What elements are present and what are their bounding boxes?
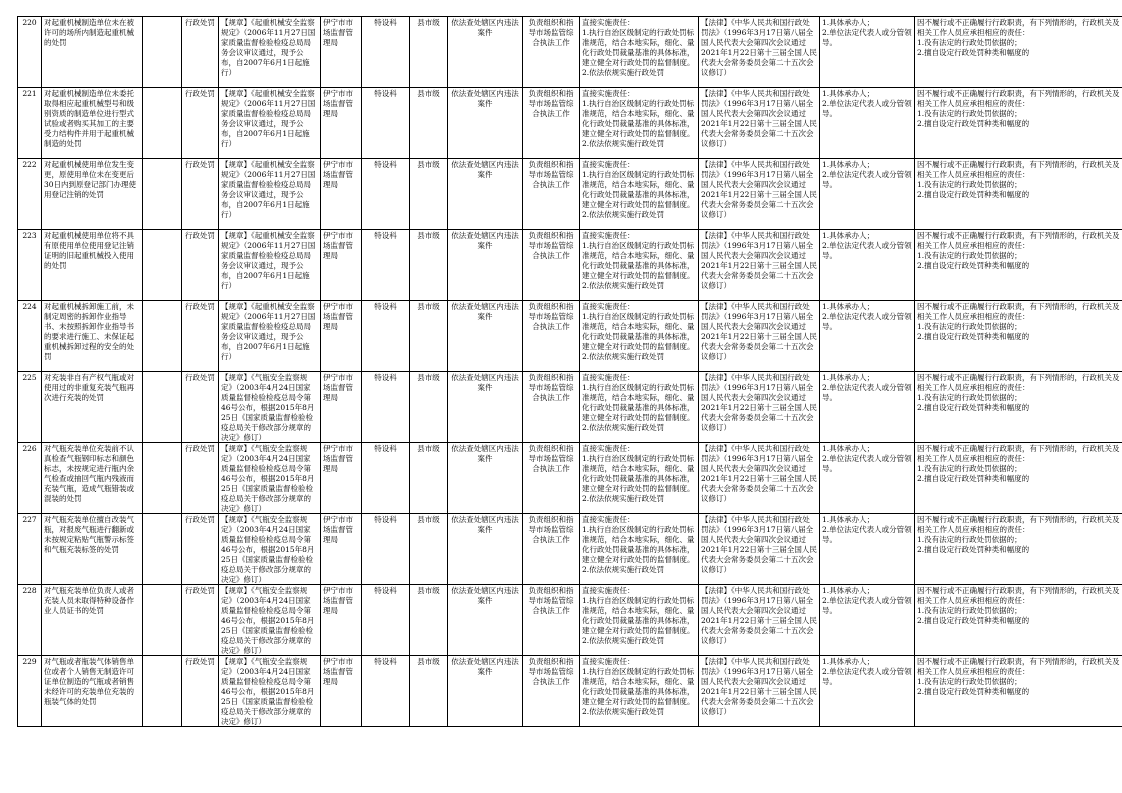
unit-cell [362,88,410,159]
accountable-person-cell [820,159,915,230]
unit-cell-text: 特设科 [374,159,397,169]
unit-cell [362,17,410,88]
subject-cell-text: 依法查处辖区内违法案件 [451,301,519,321]
unit-cell-text: 特设科 [374,230,397,240]
legal-basis-cell [219,17,321,88]
duty-cell-text: 负责组织和指导市场监管综合执法工作 [528,88,574,118]
item-type-cell-text: 行政处罚 [185,514,215,524]
duty-cell [523,88,580,159]
responsibility-cell-text: 直接实施责任： 1.执行自治区级制定的行政处罚标准规范，结合本地实际，细化、量化行政处罚裁量基准的具体标准，建立健全对行政处罚的监督制度。 2.依法依规实施行政处罚 [582,18,695,77]
table-body [18,17,1122,727]
level-cell-text: 县市级 [417,301,440,311]
responsibility-cell [580,656,699,727]
subject-cell [448,372,523,443]
subject-cell [448,301,523,372]
table-row [18,443,1122,514]
law-basis-cell-text: 【法律】《中华人民共和国行政处罚法》（1996年3月17日第八届全国人民代表大会第四次会议通过 2021年1月22日第十三届全国人民代表大会常务委员会第二十五次会议修订） [701,18,817,77]
row-number [18,159,42,230]
blank-cell [143,159,182,230]
legal-basis-cell-text: 【规章】《气瓶安全监察规定》（2003年4月24日国家质量监督检验检疫总局令第46号公布，根据2015年8月25日《国家质量监督检验检疫总局关于修改部分规章的决定》修订） [221,515,315,584]
item-type-cell [182,514,219,585]
accountable-person-cell-text: 1.具体承办人； 2.单位法定代表人或分管领导。 [822,514,912,544]
accountable-person-cell-text: 1.具体承办人； 2.单位法定代表人或分管领导。 [822,88,912,118]
table-row [18,514,1122,585]
level-cell-text: 县市级 [417,443,440,453]
subject-cell [448,88,523,159]
subject-cell [448,159,523,230]
dereliction-cell-text: 因不履行或不正确履行行政职责，有下列情形的，行政机关及相关工作人员应承担相应的责任： 1.没有法定的行政处罚依据的； 2.擅自设定行政处罚种类和幅度的 [917,373,1120,412]
department-cell [321,159,362,230]
accountable-person-cell-text: 1.具体承办人； 2.单位法定代表人或分管领导。 [822,230,912,260]
dereliction-cell [915,585,1122,656]
blank-cell [143,17,182,88]
department-cell-text: 伊宁市市场监督管理局 [323,230,353,260]
legal-basis-cell [219,88,321,159]
row-number-text: 224 [22,301,37,311]
item-name-cell [42,372,143,443]
dereliction-cell-text: 因不履行或不正确履行行政职责，有下列情形的，行政机关及相关工作人员应承担相应的责任： 1.没有法定的行政处罚依据的； 2.擅自设定行政处罚种类和幅度的 [917,89,1120,128]
department-cell-text: 伊宁市市场监督管理局 [323,443,353,473]
item-type-cell [182,656,219,727]
item-name-cell [42,159,143,230]
accountable-person-cell [820,656,915,727]
row-number [18,372,42,443]
legal-basis-cell-text: 【规章】《起重机械安全监察规定》（2006年11月27日国家质量监督检验检疫总局局务会议审议通过，现予公布，自2007年6月1日起施行） [221,89,316,148]
subject-cell-text: 依法查处辖区内违法案件 [451,17,519,37]
subject-cell-text: 依法查处辖区内违法案件 [451,372,519,392]
item-type-cell [182,301,219,372]
legal-basis-cell [219,443,321,514]
law-basis-cell-text: 【法律】《中华人民共和国行政处罚法》（1996年3月17日第八届全国人民代表大会第四次会议通过 2021年1月22日第十三届全国人民代表大会常务委员会第二十五次会议修订） [701,444,817,503]
blank-cell [143,514,182,585]
item-name-cell [42,585,143,656]
law-basis-cell-text: 【法律】《中华人民共和国行政处罚法》（1996年3月17日第八届全国人民代表大会第四次会议通过 2021年1月22日第十三届全国人民代表大会常务委员会第二十五次会议修订） [701,586,817,645]
responsibility-cell [580,372,699,443]
law-basis-cell [699,17,820,88]
duty-cell-text: 负责组织和指导市场监管综合执法工作 [528,230,574,260]
department-cell [321,585,362,656]
department-cell-text: 伊宁市市场监督管理局 [323,372,353,402]
subject-cell-text: 依法查处辖区内违法案件 [451,159,519,179]
item-type-cell [182,443,219,514]
row-number [18,230,42,301]
blank-cell [143,656,182,727]
row-number [18,88,42,159]
item-name-cell-text: 对起重机械制造单位未在被许可的场所内制造起重机械的处罚 [44,17,134,47]
unit-cell-text: 特设科 [374,585,397,595]
row-number [18,656,42,727]
responsibility-cell-text: 直接实施责任： 1.执行自治区级制定的行政处罚标准规范，结合本地实际，细化、量化行政处罚裁量基准的具体标准，建立健全对行政处罚的监督制度。 2.依法依规实施行政处罚 [582,231,695,290]
duty-cell-text: 负责组织和指导市场监管综合执法工作 [528,17,574,47]
responsibility-cell [580,17,699,88]
subject-cell [448,230,523,301]
row-number [18,301,42,372]
dereliction-cell-text: 因不履行或不正确履行行政职责，有下列情形的，行政机关及相关工作人员应承担相应的责任： 1.没有法定的行政处罚依据的； 2.擅自设定行政处罚种类和幅度的 [917,160,1120,199]
item-name-cell-text: 对充装非自有产权气瓶或对使用过的非重复充装气瓶再次进行充装的处罚 [44,372,134,402]
accountable-person-cell-text: 1.具体承办人； 2.单位法定代表人或分管领导。 [822,301,912,331]
duty-cell-text: 负责组织和指导市场监管综合执法工作 [528,514,574,544]
law-basis-cell-text: 【法律】《中华人民共和国行政处罚法》（1996年3月17日第八届全国人民代表大会第四次会议通过 2021年1月22日第十三届全国人民代表大会常务委员会第二十五次会议修订） [701,657,817,716]
row-number-text: 220 [22,17,37,27]
law-basis-cell [699,585,820,656]
item-type-cell [182,372,219,443]
department-cell-text: 伊宁市市场监督管理局 [323,301,353,331]
duty-cell-text: 负责组织和指导市场监管综合执法工作 [528,585,574,615]
accountable-person-cell [820,372,915,443]
table-row [18,372,1122,443]
item-name-cell [42,230,143,301]
duty-cell-text: 负责组织和指导市场监管综合执法工作 [528,301,574,331]
table-row [18,88,1122,159]
item-type-cell-text: 行政处罚 [185,585,215,595]
unit-cell [362,443,410,514]
level-cell-text: 县市级 [417,656,440,666]
department-cell-text: 伊宁市市场监督管理局 [323,514,353,544]
item-type-cell [182,17,219,88]
legal-basis-cell [219,230,321,301]
item-name-cell-text: 对起重机械使用单位将不具有原使用单位使用登记注销证明的旧起重机械投入使用的处罚 [44,230,134,270]
level-cell-text: 县市级 [417,159,440,169]
row-number [18,17,42,88]
dereliction-cell-text: 因不履行或不正确履行行政职责，有下列情形的，行政机关及相关工作人员应承担相应的责任： 1.没有法定的行政处罚依据的； 2.擅自设定行政处罚种类和幅度的 [917,515,1120,554]
subject-cell-text: 依法查处辖区内违法案件 [451,88,519,108]
item-name-cell-text: 对气瓶充装单位擅自改装气瓶，对报废气瓶进行翻新或未按规定粘贴气瓶警示标签和气瓶充装标签的处罚 [44,514,134,554]
accountable-person-cell [820,585,915,656]
item-type-cell-text: 行政处罚 [185,159,215,169]
power-list-table [17,16,1122,727]
level-cell [410,17,448,88]
responsibility-cell [580,230,699,301]
duty-cell [523,443,580,514]
row-number-text: 226 [22,443,37,453]
duty-cell [523,372,580,443]
law-basis-cell [699,372,820,443]
item-name-cell [42,88,143,159]
blank-cell [143,230,182,301]
item-type-cell-text: 行政处罚 [185,443,215,453]
legal-basis-cell-text: 【规章】《气瓶安全监察规定》（2003年4月24日国家质量监督检验检疫总局令第46号公布，根据2015年8月25日《国家质量监督检验检疫总局关于修改部分规章的决定》修订） [221,657,315,726]
subject-cell-text: 依法查处辖区内违法案件 [451,656,519,676]
department-cell [321,88,362,159]
department-cell [321,656,362,727]
law-basis-cell-text: 【法律】《中华人民共和国行政处罚法》（1996年3月17日第八届全国人民代表大会第四次会议通过 2021年1月22日第十三届全国人民代表大会常务委员会第二十五次会议修订） [701,373,817,432]
department-cell-text: 伊宁市市场监督管理局 [323,585,353,615]
law-basis-cell [699,443,820,514]
table-row [18,301,1122,372]
legal-basis-cell-text: 【规章】《气瓶安全监察规定》（2003年4月24日国家质量监督检验检疫总局令第46号公布，根据2015年8月25日《国家质量监督检验检疫总局关于修改部分规章的决定》修订） [221,586,315,655]
item-type-cell-text: 行政处罚 [185,88,215,98]
table-row [18,17,1122,88]
level-cell [410,372,448,443]
item-type-cell [182,230,219,301]
item-type-cell-text: 行政处罚 [185,656,215,666]
row-number-text: 228 [22,585,37,595]
legal-basis-cell-text: 【规章】《起重机械安全监察规定》（2006年11月27日国家质量监督检验检疫总局局务会议审议通过，现予公布，自2007年6月1日起施行） [221,160,316,219]
dereliction-cell-text: 因不履行或不正确履行行政职责，有下列情形的，行政机关及相关工作人员应承担相应的责任： 1.没有法定的行政处罚依据的； 2.擅自设定行政处罚种类和幅度的 [917,18,1120,57]
department-cell-text: 伊宁市市场监督管理局 [323,17,353,47]
subject-cell-text: 依法查处辖区内违法案件 [451,514,519,534]
table-row [18,585,1122,656]
responsibility-cell-text: 直接实施责任： 1.执行自治区级制定的行政处罚标准规范，结合本地实际，细化、量化行政处罚裁量基准的具体标准，建立健全对行政处罚的监督制度。 2.依法依规实施行政处罚 [582,89,695,148]
duty-cell [523,585,580,656]
item-name-cell-text: 对起重机械使用单位发生变更，原使用单位未在变更后30日内到原登记部门办理使用登记注销的处罚 [44,159,137,199]
unit-cell [362,372,410,443]
legal-basis-cell [219,656,321,727]
dereliction-cell [915,88,1122,159]
duty-cell-text: 负责组织和指导市场监管综合执法工作 [528,159,574,189]
department-cell [321,301,362,372]
department-cell [321,230,362,301]
accountable-person-cell-text: 1.具体承办人； 2.单位法定代表人或分管领导。 [822,656,912,686]
row-number-text: 227 [22,514,37,524]
item-type-cell-text: 行政处罚 [185,17,215,27]
item-name-cell [42,514,143,585]
item-type-cell-text: 行政处罚 [185,372,215,382]
accountable-person-cell [820,230,915,301]
responsibility-cell-text: 直接实施责任： 1.执行自治区级制定的行政处罚标准规范，结合本地实际，细化、量化行政处罚裁量基准的具体标准，建立健全对行政处罚的监督制度。 2.依法依规实施行政处罚 [582,373,695,432]
legal-basis-cell [219,514,321,585]
subject-cell-text: 依法查处辖区内违法案件 [451,230,519,250]
unit-cell [362,514,410,585]
subject-cell [448,514,523,585]
item-name-cell [42,443,143,514]
level-cell-text: 县市级 [417,17,440,27]
unit-cell-text: 特设科 [374,88,397,98]
unit-cell-text: 特设科 [374,372,397,382]
duty-cell-text: 负责组织和指导市场监管综合执法工作 [528,443,574,473]
legal-basis-cell [219,372,321,443]
dereliction-cell [915,159,1122,230]
level-cell [410,656,448,727]
legal-basis-cell [219,301,321,372]
item-name-cell-text: 对起重机械制造单位未委托取得相应起重机械型号和级别资质的制造单位进行型式试验或者购买其加工的主要受力结构件并用于起重机械制造的处罚 [44,88,134,148]
responsibility-cell-text: 直接实施责任： 1.执行自治区级制定的行政处罚标准规范，结合本地实际，细化、量化行政处罚裁量基准的具体标准，建立健全对行政处罚的监督制度。 2.依法依规实施行政处罚 [582,302,695,361]
legal-basis-cell-text: 【规章】《起重机械安全监察规定》（2006年11月27日国家质量监督检验检疫总局局务会议审议通过，现予公布，自2007年6月1日起施行） [221,302,316,361]
item-type-cell [182,88,219,159]
responsibility-cell [580,585,699,656]
item-name-cell [42,17,143,88]
row-number [18,585,42,656]
legal-basis-cell-text: 【规章】《气瓶安全监察规定》（2003年4月24日国家质量监督检验检疫总局令第46号公布，根据2015年8月25日《国家质量监督检验检疫总局关于修改部分规章的决定》修订） [221,373,315,442]
responsibility-cell-text: 直接实施责任： 1.执行自治区级制定的行政处罚标准规范，结合本地实际，细化、量化行政处罚裁量基准的具体标准，建立健全对行政处罚的监督制度。 2.依法依规实施行政处罚 [582,160,695,219]
level-cell [410,443,448,514]
legal-basis-cell [219,159,321,230]
subject-cell [448,585,523,656]
law-basis-cell [699,514,820,585]
row-number [18,514,42,585]
duty-cell [523,230,580,301]
item-type-cell [182,159,219,230]
duty-cell [523,159,580,230]
unit-cell [362,301,410,372]
legal-basis-cell-text: 【规章】《起重机械安全监察规定》（2006年11月27日国家质量监督检验检疫总局局务会议审议通过，现予公布，自2007年6月1日起施行） [221,18,316,77]
unit-cell [362,230,410,301]
dereliction-cell [915,656,1122,727]
department-cell [321,443,362,514]
unit-cell [362,159,410,230]
accountable-person-cell [820,514,915,585]
responsibility-cell-text: 直接实施责任： 1.执行自治区级制定的行政处罚标准规范，结合本地实际，细化、量化行政处罚裁量基准的具体标准，建立健全对行政处罚的监督制度。 2.依法依规实施行政处罚 [582,515,695,574]
legal-basis-cell-text: 【规章】《气瓶安全监察规定》（2003年4月24日国家质量监督检验检疫总局令第46号公布，根据2015年8月25日《国家质量监督检验检疫总局关于修改部分规章的决定》修订） [221,444,315,513]
blank-cell [143,372,182,443]
duty-cell [523,301,580,372]
dereliction-cell-text: 因不履行或不正确履行行政职责，有下列情形的，行政机关及相关工作人员应承担相应的责任： 1.没有法定的行政处罚依据的； 2.擅自设定行政处罚种类和幅度的 [917,302,1120,341]
blank-cell [143,443,182,514]
unit-cell-text: 特设科 [374,514,397,524]
unit-cell-text: 特设科 [374,443,397,453]
dereliction-cell [915,372,1122,443]
row-number-text: 221 [22,88,37,98]
unit-cell [362,585,410,656]
accountable-person-cell-text: 1.具体承办人； 2.单位法定代表人或分管领导。 [822,585,912,615]
level-cell [410,301,448,372]
row-number [18,443,42,514]
accountable-person-cell-text: 1.具体承办人； 2.单位法定代表人或分管领导。 [822,443,912,473]
dereliction-cell-text: 因不履行或不正确履行行政职责，有下列情形的，行政机关及相关工作人员应承担相应的责任： 1.没有法定的行政处罚依据的； 2.擅自设定行政处罚种类和幅度的 [917,444,1120,483]
row-number-text: 225 [22,372,37,382]
level-cell [410,88,448,159]
law-basis-cell [699,159,820,230]
accountable-person-cell-text: 1.具体承办人； 2.单位法定代表人或分管领导。 [822,159,912,189]
subject-cell-text: 依法查处辖区内违法案件 [451,443,519,463]
blank-cell [143,585,182,656]
law-basis-cell [699,230,820,301]
responsibility-cell [580,159,699,230]
level-cell-text: 县市级 [417,88,440,98]
item-name-cell [42,656,143,727]
accountable-person-cell [820,17,915,88]
responsibility-cell-text: 直接实施责任： 1.执行自治区级制定的行政处罚标准规范，结合本地实际，细化、量化行政处罚裁量基准的具体标准，建立健全对行政处罚的监督制度。 2.依法依规实施行政处罚 [582,444,695,503]
duty-cell-text: 负责组织和指导市场监管综合执法工作 [528,656,574,686]
level-cell-text: 县市级 [417,372,440,382]
row-number-text: 223 [22,230,37,240]
level-cell [410,514,448,585]
row-number-text: 222 [22,159,37,169]
dereliction-cell [915,514,1122,585]
department-cell [321,372,362,443]
unit-cell-text: 特设科 [374,17,397,27]
legal-basis-cell-text: 【规章】《起重机械安全监察规定》（2006年11月27日国家质量监督检验检疫总局局务会议审议通过，现予公布，自2007年6月1日起施行） [221,231,316,290]
department-cell-text: 伊宁市市场监督管理局 [323,88,353,118]
dereliction-cell [915,17,1122,88]
legal-basis-cell [219,585,321,656]
law-basis-cell [699,88,820,159]
dereliction-cell [915,443,1122,514]
law-basis-cell-text: 【法律】《中华人民共和国行政处罚法》（1996年3月17日第八届全国人民代表大会第四次会议通过 2021年1月22日第十三届全国人民代表大会常务委员会第二十五次会议修订） [701,302,817,361]
item-name-cell-text: 对气瓶充装单位充装前不认真检查气瓶钢印标志和颜色标志，未按规定进行瓶内余气检查或抽回气瓶内残液而充装气瓶，造成气瓶错装或混装的处罚 [44,443,134,503]
item-type-cell-text: 行政处罚 [185,301,215,311]
law-basis-cell [699,656,820,727]
subject-cell [448,443,523,514]
dereliction-cell [915,230,1122,301]
subject-cell-text: 依法查处辖区内违法案件 [451,585,519,605]
subject-cell [448,17,523,88]
dereliction-cell-text: 因不履行或不正确履行行政职责，有下列情形的，行政机关及相关工作人员应承担相应的责任： 1.没有法定的行政处罚依据的； 2.擅自设定行政处罚种类和幅度的 [917,657,1120,696]
responsibility-cell [580,443,699,514]
unit-cell-text: 特设科 [374,301,397,311]
department-cell [321,17,362,88]
dereliction-cell-text: 因不履行或不正确履行行政职责，有下列情形的，行政机关及相关工作人员应承担相应的责任： 1.没有法定的行政处罚依据的； 2.擅自设定行政处罚种类和幅度的 [917,231,1120,270]
responsibility-cell-text: 直接实施责任： 1.执行自治区级制定的行政处罚标准规范，结合本地实际，细化、量化行政处罚裁量基准的具体标准，建立健全对行政处罚的监督制度。 2.依法依规实施行政处罚 [582,657,695,716]
item-name-cell [42,301,143,372]
responsibility-cell [580,88,699,159]
table-row [18,159,1122,230]
unit-cell-text: 特设科 [374,656,397,666]
department-cell-text: 伊宁市市场监督管理局 [323,159,353,189]
unit-cell [362,656,410,727]
accountable-person-cell-text: 1.具体承办人； 2.单位法定代表人或分管领导。 [822,372,912,402]
level-cell-text: 县市级 [417,585,440,595]
blank-cell [143,88,182,159]
responsibility-cell [580,301,699,372]
level-cell [410,585,448,656]
duty-cell [523,17,580,88]
accountable-person-cell-text: 1.具体承办人； 2.单位法定代表人或分管领导。 [822,17,912,47]
law-basis-cell-text: 【法律】《中华人民共和国行政处罚法》（1996年3月17日第八届全国人民代表大会第四次会议通过 2021年1月22日第十三届全国人民代表大会常务委员会第二十五次会议修订） [701,515,817,574]
law-basis-cell-text: 【法律】《中华人民共和国行政处罚法》（1996年3月17日第八届全国人民代表大会第四次会议通过 2021年1月22日第十三届全国人民代表大会常务委员会第二十五次会议修订） [701,89,817,148]
law-basis-cell-text: 【法律】《中华人民共和国行政处罚法》（1996年3月17日第八届全国人民代表大会第四次会议通过 2021年1月22日第十三届全国人民代表大会常务委员会第二十五次会议修订） [701,160,817,219]
item-type-cell [182,585,219,656]
duty-cell-text: 负责组织和指导市场监管综合执法工作 [528,372,574,402]
dereliction-cell-text: 因不履行或不正确履行行政职责，有下列情形的，行政机关及相关工作人员应承担相应的责任： 1.没有法定的行政处罚依据的； 2.擅自设定行政处罚种类和幅度的 [917,586,1120,625]
level-cell [410,230,448,301]
dereliction-cell [915,301,1122,372]
item-type-cell-text: 行政处罚 [185,230,215,240]
duty-cell [523,514,580,585]
table-row [18,230,1122,301]
blank-cell [143,301,182,372]
responsibility-cell [580,514,699,585]
level-cell-text: 县市级 [417,514,440,524]
department-cell-text: 伊宁市市场监督管理局 [323,656,353,686]
item-name-cell-text: 对起重机械拆卸施工前，未制定周密的拆卸作业指导书、未按照拆卸作业指导书的要求进行施工、未保证起重机械拆卸过程的安全的处罚 [44,301,134,361]
accountable-person-cell [820,88,915,159]
duty-cell [523,656,580,727]
level-cell [410,159,448,230]
responsibility-cell-text: 直接实施责任： 1.执行自治区级制定的行政处罚标准规范，结合本地实际，细化、量化行政处罚裁量基准的具体标准，建立健全对行政处罚的监督制度。 2.依法依规实施行政处罚 [582,586,695,645]
item-name-cell-text: 对气瓶或者瓶装气体销售单位或者个人销售无制造许可证单位制造的气瓶或者销售未经许可的充装单位充装的瓶装气体的处罚 [44,656,134,706]
subject-cell [448,656,523,727]
department-cell [321,514,362,585]
law-basis-cell-text: 【法律】《中华人民共和国行政处罚法》（1996年3月17日第八届全国人民代表大会第四次会议通过 2021年1月22日第十三届全国人民代表大会常务委员会第二十五次会议修订） [701,231,817,290]
table-row [18,656,1122,727]
accountable-person-cell [820,301,915,372]
level-cell-text: 县市级 [417,230,440,240]
item-name-cell-text: 对气瓶充装单位负责人或者充装人员未取得特种设备作业人员证书的处罚 [44,585,134,615]
row-number-text: 229 [22,656,37,666]
law-basis-cell [699,301,820,372]
accountable-person-cell [820,443,915,514]
